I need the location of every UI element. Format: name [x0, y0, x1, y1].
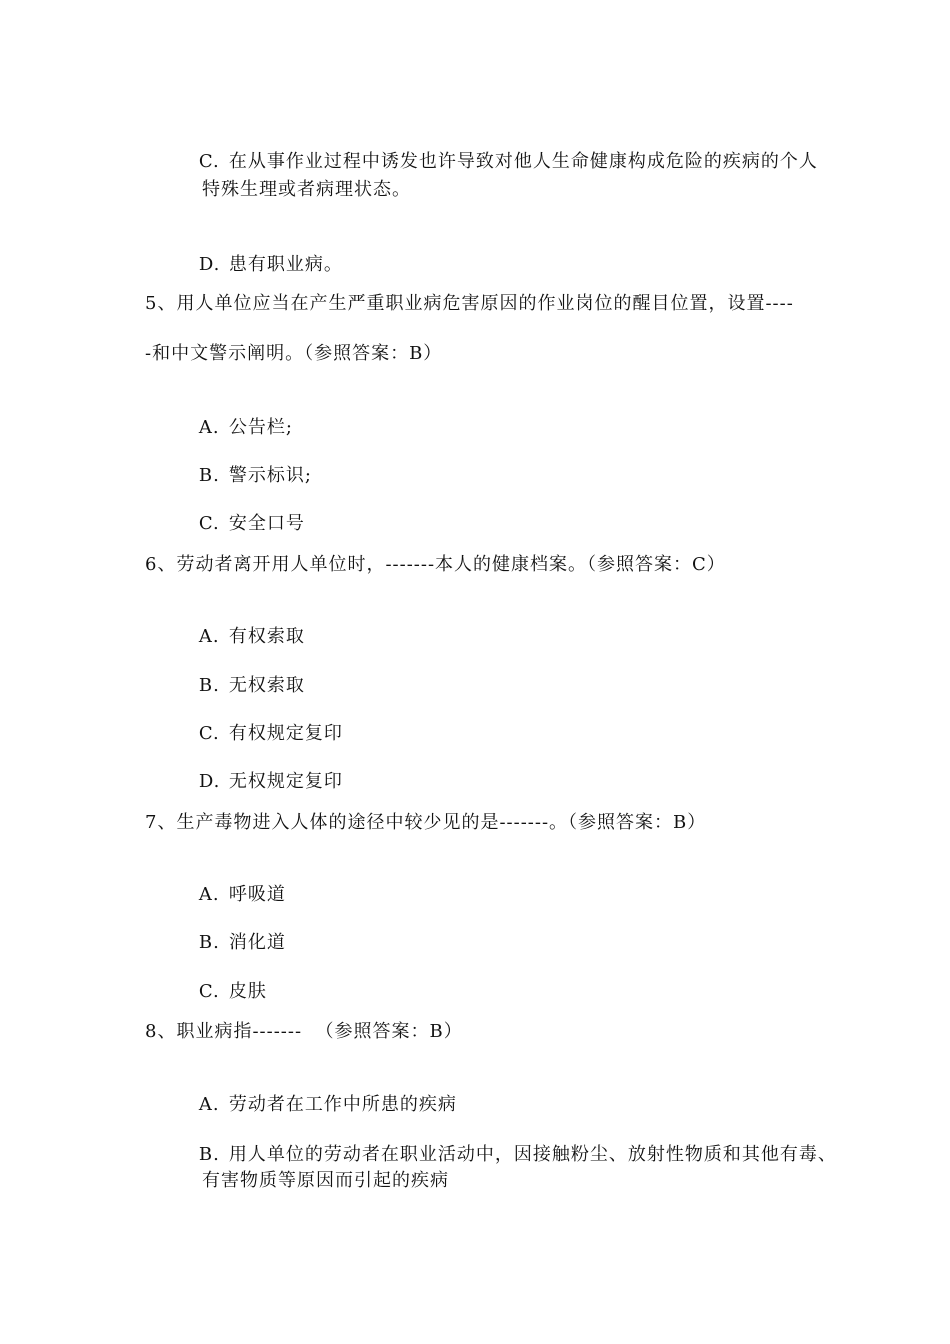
q8-option-b-continuation: 有害物质等原因而引起的疾病 [202, 1170, 449, 1191]
q5-stem-line2: -和中文警示阐明。（参照答案：B） [145, 343, 443, 364]
option-label: D. [198, 771, 221, 792]
option-label: A. [198, 626, 220, 647]
option-label: C. [198, 723, 220, 744]
option-label: B. [198, 465, 220, 486]
option-label: B. [198, 1144, 220, 1165]
option-text: 无权索取 [228, 675, 305, 696]
option-label: A. [198, 417, 220, 438]
option-label: C. [198, 151, 220, 172]
q7-stem: 7、生产毒物进入人体的途径中较少见的是-------。（参照答案：B） [145, 812, 707, 833]
option-label: C. [198, 513, 220, 534]
option-label: D. [198, 254, 221, 275]
q6-option-d [172, 746, 343, 818]
option-label: B. [198, 932, 220, 953]
option-text: 有权索取 [228, 626, 305, 647]
option-text: 劳动者在工作中所患的疾病 [228, 1094, 457, 1115]
option-text: 有权规定复印 [228, 723, 343, 744]
option-text: 在从事作业过程中诱发也许导致对他人生命健康构成危险的疾病的个人 [228, 151, 818, 172]
option-text: 皮肤 [228, 981, 267, 1002]
q6-stem: 6、劳动者离开用人单位时，-------本人的健康档案。（参照答案：C） [145, 554, 726, 575]
option-label: C. [198, 981, 220, 1002]
option-text: 用人单位的劳动者在职业活动中，因接触粉尘、放射性物质和其他有毒、 [228, 1144, 837, 1165]
q4-option-c-continuation: 特殊生理或者病理状态。 [202, 179, 411, 200]
q8-stem: 8、职业病指------- （参照答案：B） [145, 1021, 463, 1042]
option-text: 呼吸道 [228, 884, 286, 905]
option-text: 消化道 [228, 932, 286, 953]
option-label: A. [198, 884, 220, 905]
q5-stem-line1: 5、用人单位应当在产生严重职业病危害原因的作业岗位的醒目位置，设置---- [145, 293, 794, 314]
option-text: 无权规定复印 [228, 771, 343, 792]
option-label: B. [198, 675, 220, 696]
option-text: 患有职业病。 [228, 254, 343, 275]
option-label: A. [198, 1094, 220, 1115]
q5-option-c [172, 488, 305, 560]
q4-option-d [172, 229, 343, 301]
option-text: 安全口号 [228, 513, 305, 534]
option-text: 警示标识; [228, 465, 312, 486]
q7-option-c [172, 956, 267, 1028]
option-text: 公告栏; [228, 417, 293, 438]
